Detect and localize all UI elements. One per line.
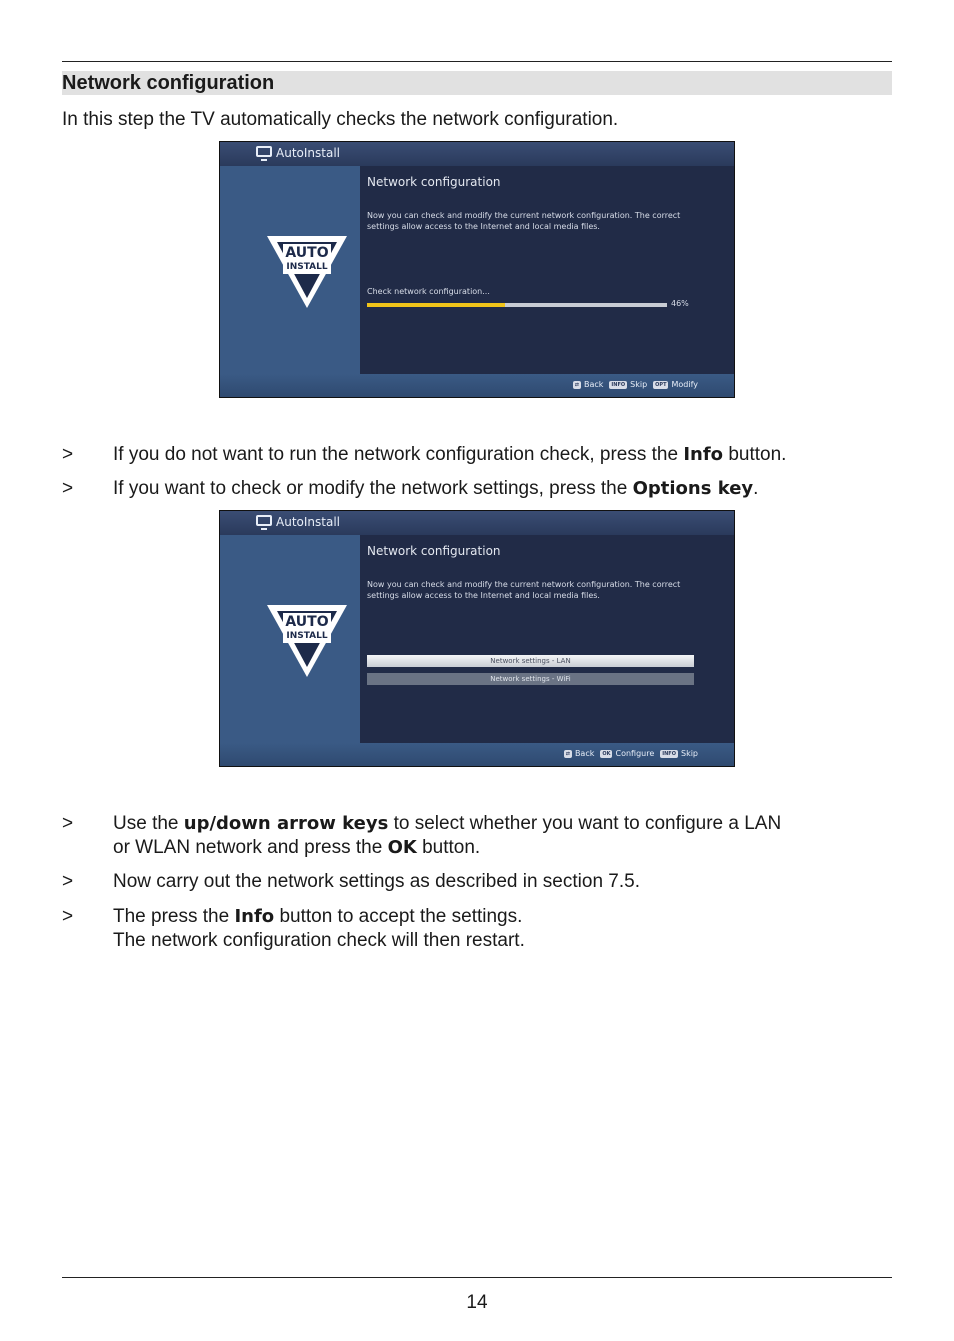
progress-percent: 46% bbox=[671, 299, 689, 308]
panel-description: Now you can check and modify the current network configuration. The correct settings allow access to the Internet and local media files. bbox=[367, 211, 681, 231]
hint-modify bbox=[653, 380, 698, 389]
section-heading: Network configuration bbox=[62, 71, 892, 95]
hint-label: Skip bbox=[680, 749, 698, 758]
bold-key: OK bbox=[387, 837, 417, 858]
hint-configure bbox=[600, 749, 654, 758]
bullet-text: If you do not want to run the network configuration check, press the bbox=[113, 444, 684, 465]
logo-line1: AUTO bbox=[285, 245, 329, 261]
panel-title: Network configuration bbox=[367, 544, 501, 558]
hint-label: Modify bbox=[671, 380, 698, 389]
hint-label: Configure bbox=[615, 749, 655, 758]
tv-screen-menu bbox=[219, 510, 735, 767]
bullet-marker: > bbox=[62, 478, 74, 499]
tv-top-bar bbox=[220, 511, 734, 535]
bullet-marker: > bbox=[62, 813, 74, 834]
auto-install-logo-icon bbox=[265, 234, 349, 310]
app-title: AutoInstall bbox=[276, 146, 340, 160]
key-hints bbox=[564, 749, 698, 758]
info-key-icon: INFO bbox=[662, 750, 676, 757]
content-panel bbox=[360, 166, 734, 374]
bullet-text: button. bbox=[723, 444, 787, 465]
logo-line2: INSTALL bbox=[286, 262, 328, 272]
bold-key: Info bbox=[234, 906, 275, 927]
bullet-text: Now carry out the network settings as described in section 7.5. bbox=[113, 871, 640, 892]
menu-item-wifi[interactable]: Network settings - WiFi bbox=[367, 673, 694, 685]
intro-text: In this step the TV automatically checks the network configuration. bbox=[62, 109, 619, 130]
hint-skip bbox=[660, 749, 698, 758]
bullet-marker: > bbox=[62, 871, 74, 892]
app-title: AutoInstall bbox=[276, 515, 340, 529]
logo-line1: AUTO bbox=[285, 614, 329, 630]
bullet-text: or WLAN network and press the bbox=[113, 837, 388, 858]
tv-icon bbox=[256, 146, 272, 157]
top-rule bbox=[62, 61, 892, 62]
hint-label: Back bbox=[574, 749, 595, 758]
key-hints bbox=[573, 380, 698, 389]
option-key-icon: OPT bbox=[655, 381, 667, 388]
tv-top-bar bbox=[220, 142, 734, 166]
bullet-text: button. bbox=[416, 837, 481, 858]
progress-label: Check network configuration... bbox=[367, 287, 490, 296]
back-key-icon: ⇄ bbox=[574, 381, 579, 388]
back-key-icon: ⇄ bbox=[565, 750, 570, 757]
tv-bottom-bar bbox=[220, 374, 734, 397]
tv-icon bbox=[256, 515, 272, 526]
bullet-text: button to accept the settings. bbox=[274, 906, 523, 927]
page-number: 14 bbox=[466, 1292, 488, 1313]
progress-bar bbox=[367, 303, 667, 307]
tv-bottom-bar bbox=[220, 743, 734, 766]
hint-back bbox=[573, 380, 604, 389]
bullet-marker: > bbox=[62, 906, 74, 927]
tv-screen-progress bbox=[219, 141, 735, 398]
bullet-text: Use the bbox=[113, 813, 184, 834]
menu-item-lan[interactable]: Network settings - LAN bbox=[367, 655, 694, 667]
bold-key: Options key bbox=[632, 478, 754, 499]
progress-fill bbox=[367, 303, 505, 307]
panel-description: Now you can check and modify the current network configuration. The correct settings allow access to the Internet and local media files. bbox=[367, 580, 681, 600]
hint-label: Back bbox=[584, 380, 604, 389]
panel-title: Network configuration bbox=[367, 175, 501, 189]
ok-key-icon: OK bbox=[602, 750, 611, 757]
content-panel bbox=[360, 535, 734, 743]
logo-line2: INSTALL bbox=[286, 631, 328, 641]
bold-key: up/down arrow keys bbox=[183, 813, 389, 834]
bullet-text: If you want to check or modify the network settings, press the bbox=[113, 478, 633, 499]
bullet-text: . bbox=[753, 478, 759, 499]
bullet-text: The network configuration check will then restart. bbox=[113, 930, 525, 951]
bullet-marker: > bbox=[62, 444, 74, 465]
hint-skip bbox=[609, 380, 647, 389]
bullet-text: to select whether you want to configure a LAN bbox=[388, 813, 782, 834]
auto-install-logo-icon bbox=[265, 603, 349, 679]
info-key-icon: INFO bbox=[611, 381, 626, 388]
bottom-rule bbox=[62, 1277, 892, 1278]
bullet-text: The press the bbox=[113, 906, 235, 927]
hint-label: Skip bbox=[630, 380, 648, 389]
left-panel bbox=[220, 166, 360, 374]
left-panel bbox=[220, 535, 360, 743]
hint-back bbox=[564, 749, 595, 758]
bold-key: Info bbox=[683, 444, 724, 465]
